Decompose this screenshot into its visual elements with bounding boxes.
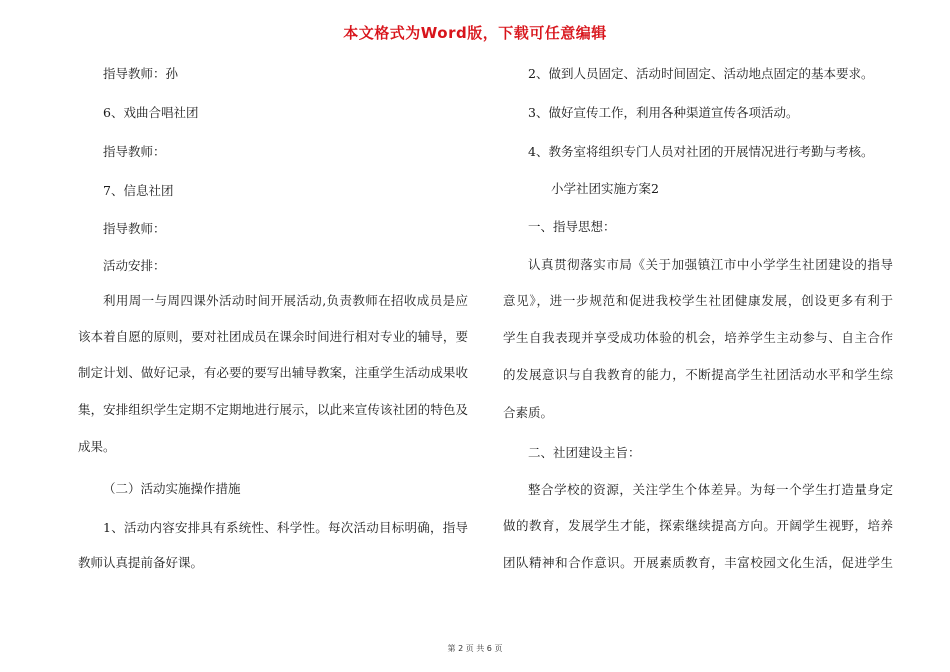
section-heading: （二）活动实施操作措施 xyxy=(103,481,241,496)
text-line: 指导教师： xyxy=(103,144,166,159)
paragraph-line: 团队精神和合作意识。开展素质教育，丰富校园文化生活，促进学生 xyxy=(503,555,893,570)
text-line: 2、做到人员固定、活动时间固定、活动地点固定的基本要求。 xyxy=(528,66,874,81)
paragraph-line: 合素质。 xyxy=(503,405,554,420)
paragraph-line: 集，安排组织学生定期不定期地进行展示，以此来宣传该社团的特色及 xyxy=(78,402,468,417)
text-line: 指导教师： xyxy=(103,221,166,236)
text-line: 4、教务室将组织专门人员对社团的开展情况进行考勤与考核。 xyxy=(528,144,874,159)
page-footer: 第 2 页 共 6 页 xyxy=(447,644,503,653)
section-heading: 二、社团建设主旨： xyxy=(528,445,641,460)
paragraph-line: 成果。 xyxy=(78,439,116,454)
paragraph-line: 认真贯彻落实市局《关于加强镇江市中小学学生社团建设的指导 xyxy=(528,257,893,272)
text-line: 7、信息社团 xyxy=(103,183,174,198)
paragraph-line: 意见》，进一步规范和促进我校学生社团健康发展，创设更多有利于 xyxy=(503,293,893,308)
text-line: 3、做好宣传工作，利用各种渠道宣传各项活动。 xyxy=(528,105,799,120)
paragraph-line: 学生自我表现并享受成功体验的机会，培养学生主动参与、自主合作 xyxy=(503,330,893,345)
paragraph-line: 该本着自愿的原则，要对社团成员在课余时间进行相对专业的辅导，要 xyxy=(78,329,468,344)
paragraph-line: 做的教育，发展学生才能，探索继续提高方向。开阔学生视野，培养 xyxy=(503,518,893,533)
text-line: 6、戏曲合唱社团 xyxy=(103,105,199,120)
section-heading: 一、指导思想： xyxy=(528,219,616,234)
paragraph-line: 1、活动内容安排具有系统性、科学性。每次活动目标明确，指导 xyxy=(103,520,468,535)
text-line: 指导教师：孙 xyxy=(103,66,179,81)
section-title: 小学社团实施方案2 xyxy=(551,181,659,196)
text-line: 活动安排： xyxy=(103,258,166,273)
paragraph-line: 利用周一与周四课外活动时间开展活动,负责教师在招收成员是应 xyxy=(103,293,468,308)
paragraph-line: 教师认真提前备好课。 xyxy=(78,555,204,570)
paragraph-line: 整合学校的资源，关注学生个体差异。为每一个学生打造量身定 xyxy=(528,482,893,497)
page-header-title: 本文格式为Word版，下载可任意编辑 xyxy=(343,24,607,42)
paragraph-line: 制定计划、做好记录，有必要的要写出辅导教案，注重学生活动成果收 xyxy=(78,365,468,380)
paragraph-line: 的发展意识与自我教育的能力，不断提高学生社团活动水平和学生综 xyxy=(503,367,893,382)
